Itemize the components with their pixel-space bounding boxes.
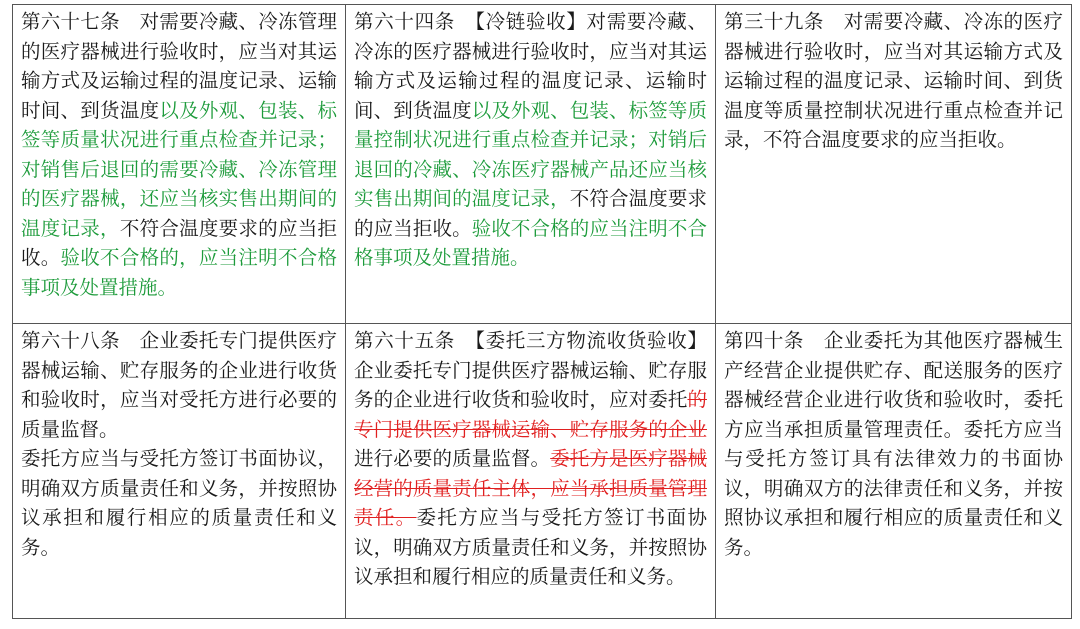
paragraph: 第六十八条 企业委托专门提供医疗器械运输、贮存服务的企业进行收货和验收时，应当对受托方进行必要的质量监督。 (21, 329, 337, 441)
table-row (13, 5, 1072, 324)
cell-article-67 (13, 5, 346, 324)
text-segment: 第四十条 企业委托为其他医疗器械生产经营企业提供贮存、配送服务的医疗器械经营企业进行收货和验收时，委托方应当承担质量管理责任。委托方应当与受托方签订具有法律效力的书面协议，明确双方的法律责任和义务，并按照协议承担和履行相应的质量责任和义务。 (724, 329, 1063, 559)
text-segment: 不符合温度要求的应当拒收。 (354, 187, 707, 240)
added-text-segment: 验收不合格的应当注明不合格事项及处置措施。 (354, 216, 707, 269)
paragraph: 委托方应当与受托方签订书面协议，明确双方质量责任和义务，并按照协议承担和履行相应的质量责任和义务。 (21, 447, 337, 559)
regulation-comparison-table (12, 4, 1072, 619)
cell-article-39 (716, 5, 1072, 324)
added-text-segment: 以及外观、包装、标签等质量控制状况进行重点检查并记录；对销后退回的冷藏、冷冻医疗器械产品还应当核实售出期间的温度记录， (354, 98, 707, 210)
deleted-text-segment: 的专门提供医疗器械运输、贮存服务的企业 (354, 388, 707, 441)
text-segment: 进行必要的质量监督。 (354, 447, 551, 470)
cell-article-40 (716, 324, 1072, 619)
cell-article-64 (346, 5, 716, 324)
text-segment: 委托方应当与受托方签订书面协议，明确双方质量责任和义务，并按照协议承担和履行相应的质量责任和义务。 (354, 506, 707, 588)
text-segment: 第三十九条 对需要冷藏、冷冻的医疗器械进行验收时，应当对其运输方式及运输过程的温度记录、运输时间、到货温度等质量控制状况进行重点检查并记录，不符合温度要求的应当拒收。 (724, 10, 1063, 151)
table-row (13, 324, 1072, 619)
cell-article-68 (13, 324, 346, 619)
text-segment: 第六十五条 【委托三方物流收货验收】企业委托专门提供医疗器械运输、贮存服务的企业进行收货和验收时，应对委托 (354, 329, 707, 411)
cell-article-65 (346, 324, 716, 619)
deleted-text-segment: 委托方是医疗器械经营的质量责任主体，应当承担质量管理责任。 (354, 447, 707, 529)
added-text-segment: 验收不合格的，应当注明不合格事项及处置措施。 (21, 246, 337, 299)
text-segment: 第六十四条 【冷链验收】对需要冷藏、冷冻的医疗器械进行验收时，应当对其运输方式及运输过程的温度记录、运输时间、到货温度 (354, 10, 707, 122)
text-segment: 不符合温度要求的应当拒收。 (21, 216, 337, 269)
added-text-segment: 以及外观、包装、标签等质量状况进行重点检查并记录；对销售后退回的需要冷藏、冷冻管理的医疗器械，还应当核实售出期间的温度记录， (21, 98, 337, 240)
text-segment: 第六十七条 对需要冷藏、冷冻管理的医疗器械进行验收时，应当对其运输方式及运输过程的温度记录、运输时间、到货温度 (21, 10, 337, 122)
